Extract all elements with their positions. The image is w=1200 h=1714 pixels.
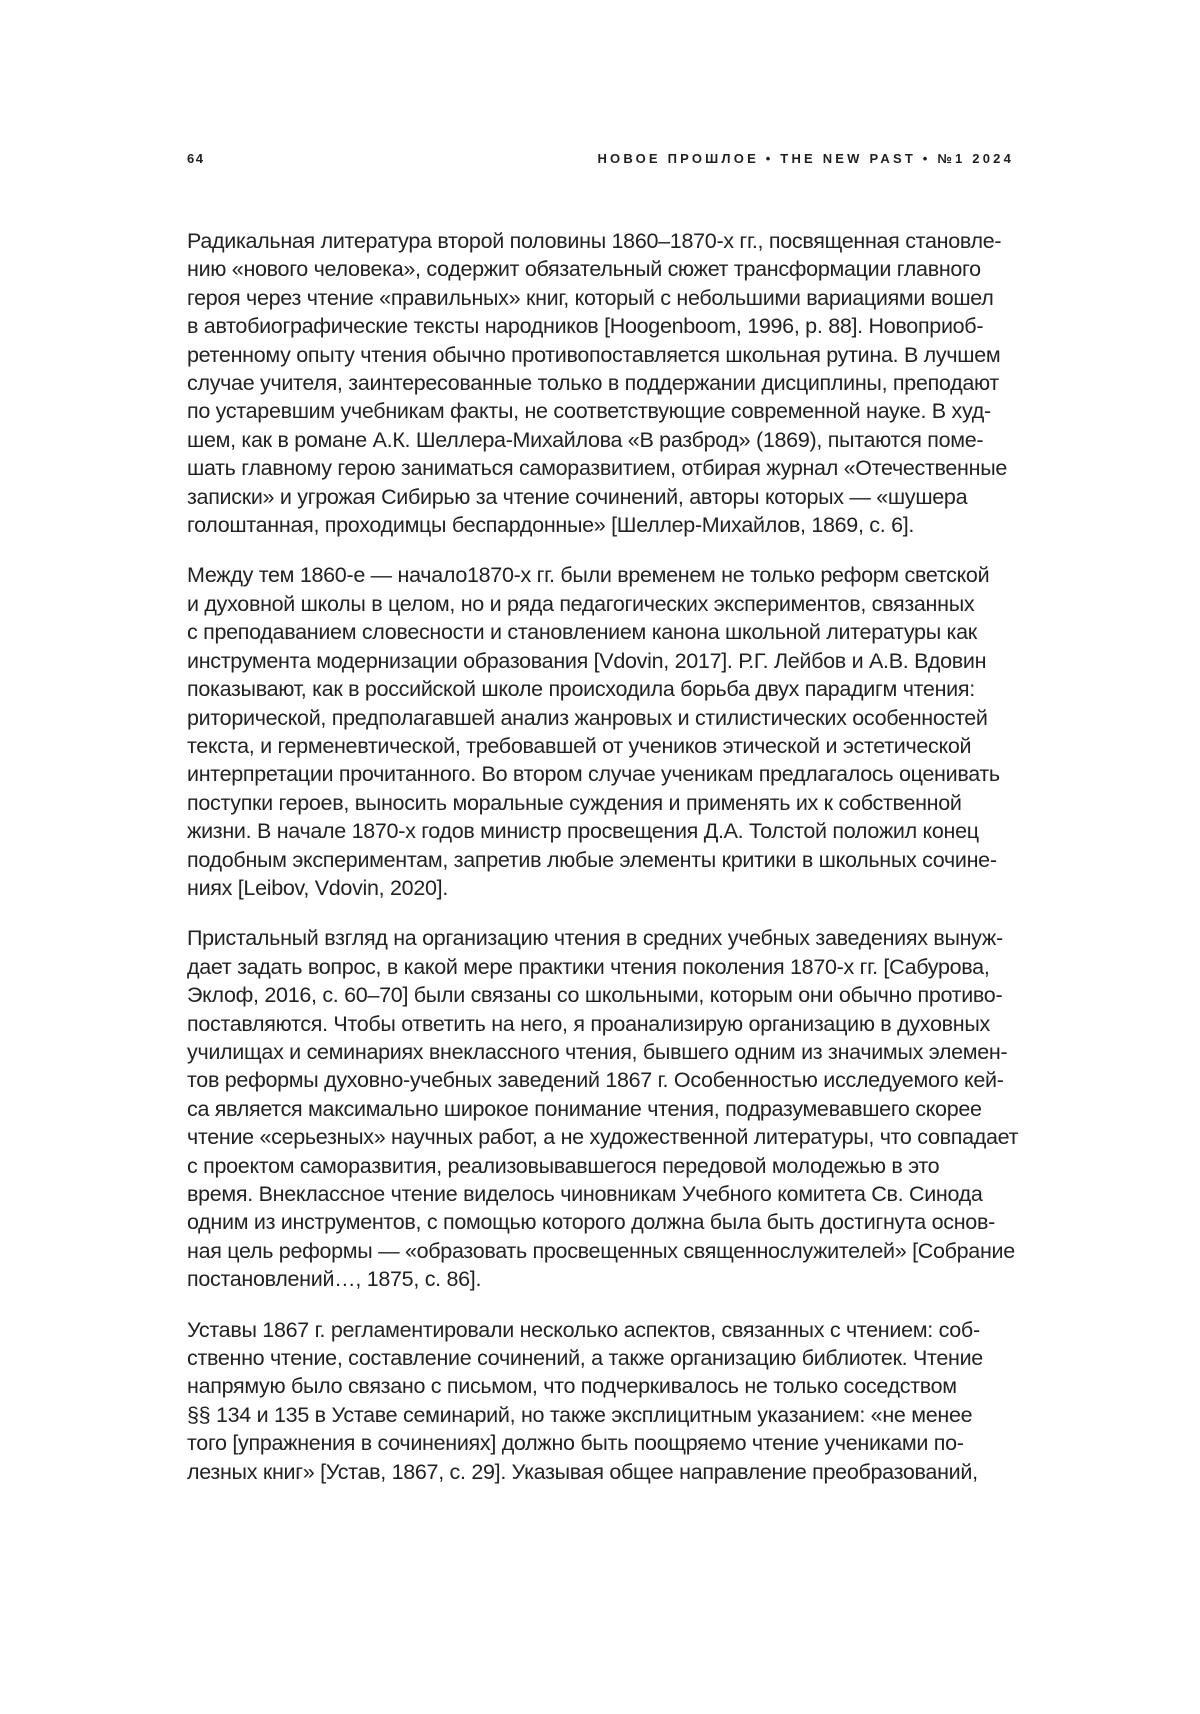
running-header xyxy=(187,151,1014,167)
paragraph-2: Между тем 1860-е — начало1870-х гг. были временем не только реформ светской и духовной школы в целом, но и ряда педагогических экспериментов, связанных с преподаванием словесности и становлением канона школьной литературы как инструмента модернизации образования [Vdovin, 2017]. Р.Г. Лейбов и А.В. Вдовин показывают, как в российской школе происходила борьба двух парадигм чтения: риторической, предполагавшей анализ жанровых и стилистических особенностей текста, и герменевтической, требовавшей от учеников этической и эстетической интерпретации прочитанного. Во втором случае ученикам предлагалось оценивать поступки героев, выносить моральные суждения и применять их к собственной жизни. В начале 1870-х годов министр просвещения Д.А. Толстой положил конец подобным экспериментам, запретив любые элементы критики в школьных сочине- ниях [Leibov, Vdovin, 2020]. xyxy=(187,563,1000,900)
journal-running-title: НОВОЕ ПРОШЛОЕ • THE NEW PAST • №1 2024 xyxy=(597,151,1014,166)
paragraph-4: Уставы 1867 г. регламентировали несколько аспектов, связанных с чтением: соб- ственно чтение, составление сочинений, а также организацию библиотек. Чтение напрямую было связано с письмом, что подчеркивалось не только соседством §§ 134 и 135 в Уставе семинарий, но также эксплицитным указанием: «не менее того [упражнения в сочинениях] должно быть поощряемо чтение учениками по- лезных книг» [Устав, 1867, с. 29]. Указывая общее направление преобразований, xyxy=(187,1317,983,1484)
page-number: 64 xyxy=(187,151,205,166)
article-body xyxy=(187,227,1019,1486)
paragraph-1: Радикальная литература второй половины 1860–1870-х гг., посвященная становле- нию «нового человека», содержит обязательный сюжет трансформации главного героя через чтение «правильных» книг, который с небольшими вариациями вошел в автобиографические тексты народников [Hoogenboom, 1996, p. 88]. Новоприоб- ретенному опыту чтения обычно противопоставляется школьная рутина. В лучшем случае учителя, заинтересованные только в поддержании дисциплины, преподают по устаревшим учебникам факты, не соответствующие современной науке. В худ- шем, как в романе А.К. Шеллера-Михайлова «В разброд» (1869), пытаются поме- шать главному герою заниматься саморазвитием, отбирая журнал «Отечественные записки» и угрожая Сибирью за чтение сочинений, авторы которых — «шушера голоштанная, проходимцы беспардонные» [Шеллер-Михайлов, 1869, с. 6]. xyxy=(187,229,1008,538)
paragraph-3: Пристальный взгляд на организацию чтения в средних учебных заведениях вынуж- дает задать вопрос, в какой мере практики чтения поколения 1870-х гг. [Сабурова, Эклоф, 2016, с. 60–70] были связаны со школьными, которым они обычно противо- поставляются. Чтобы ответить на него, я проанализирую организацию в духовных училищах и семинариях внеклассного чтения, бывшего одним из значимых элемен- тов реформы духовно-учебных заведений 1867 г. Особенностью исследуемого кей- са является максимально широкое понимание чтения, подразумевавшего скорее чтение «серьезных» научных работ, а не художественной литературы, что совпадает с проектом саморазвития, реализовывавшегося передовой молодежью в это время. Внеклассное чтение виделось чиновникам Учебного комитета Св. Синода одним из инструментов, с помощью которого должна была быть достигнута основ- ная цель реформы — «образовать просвещенных священнослужителей» [Собрание постановлений…, 1875, с. 86]. xyxy=(187,926,1019,1292)
